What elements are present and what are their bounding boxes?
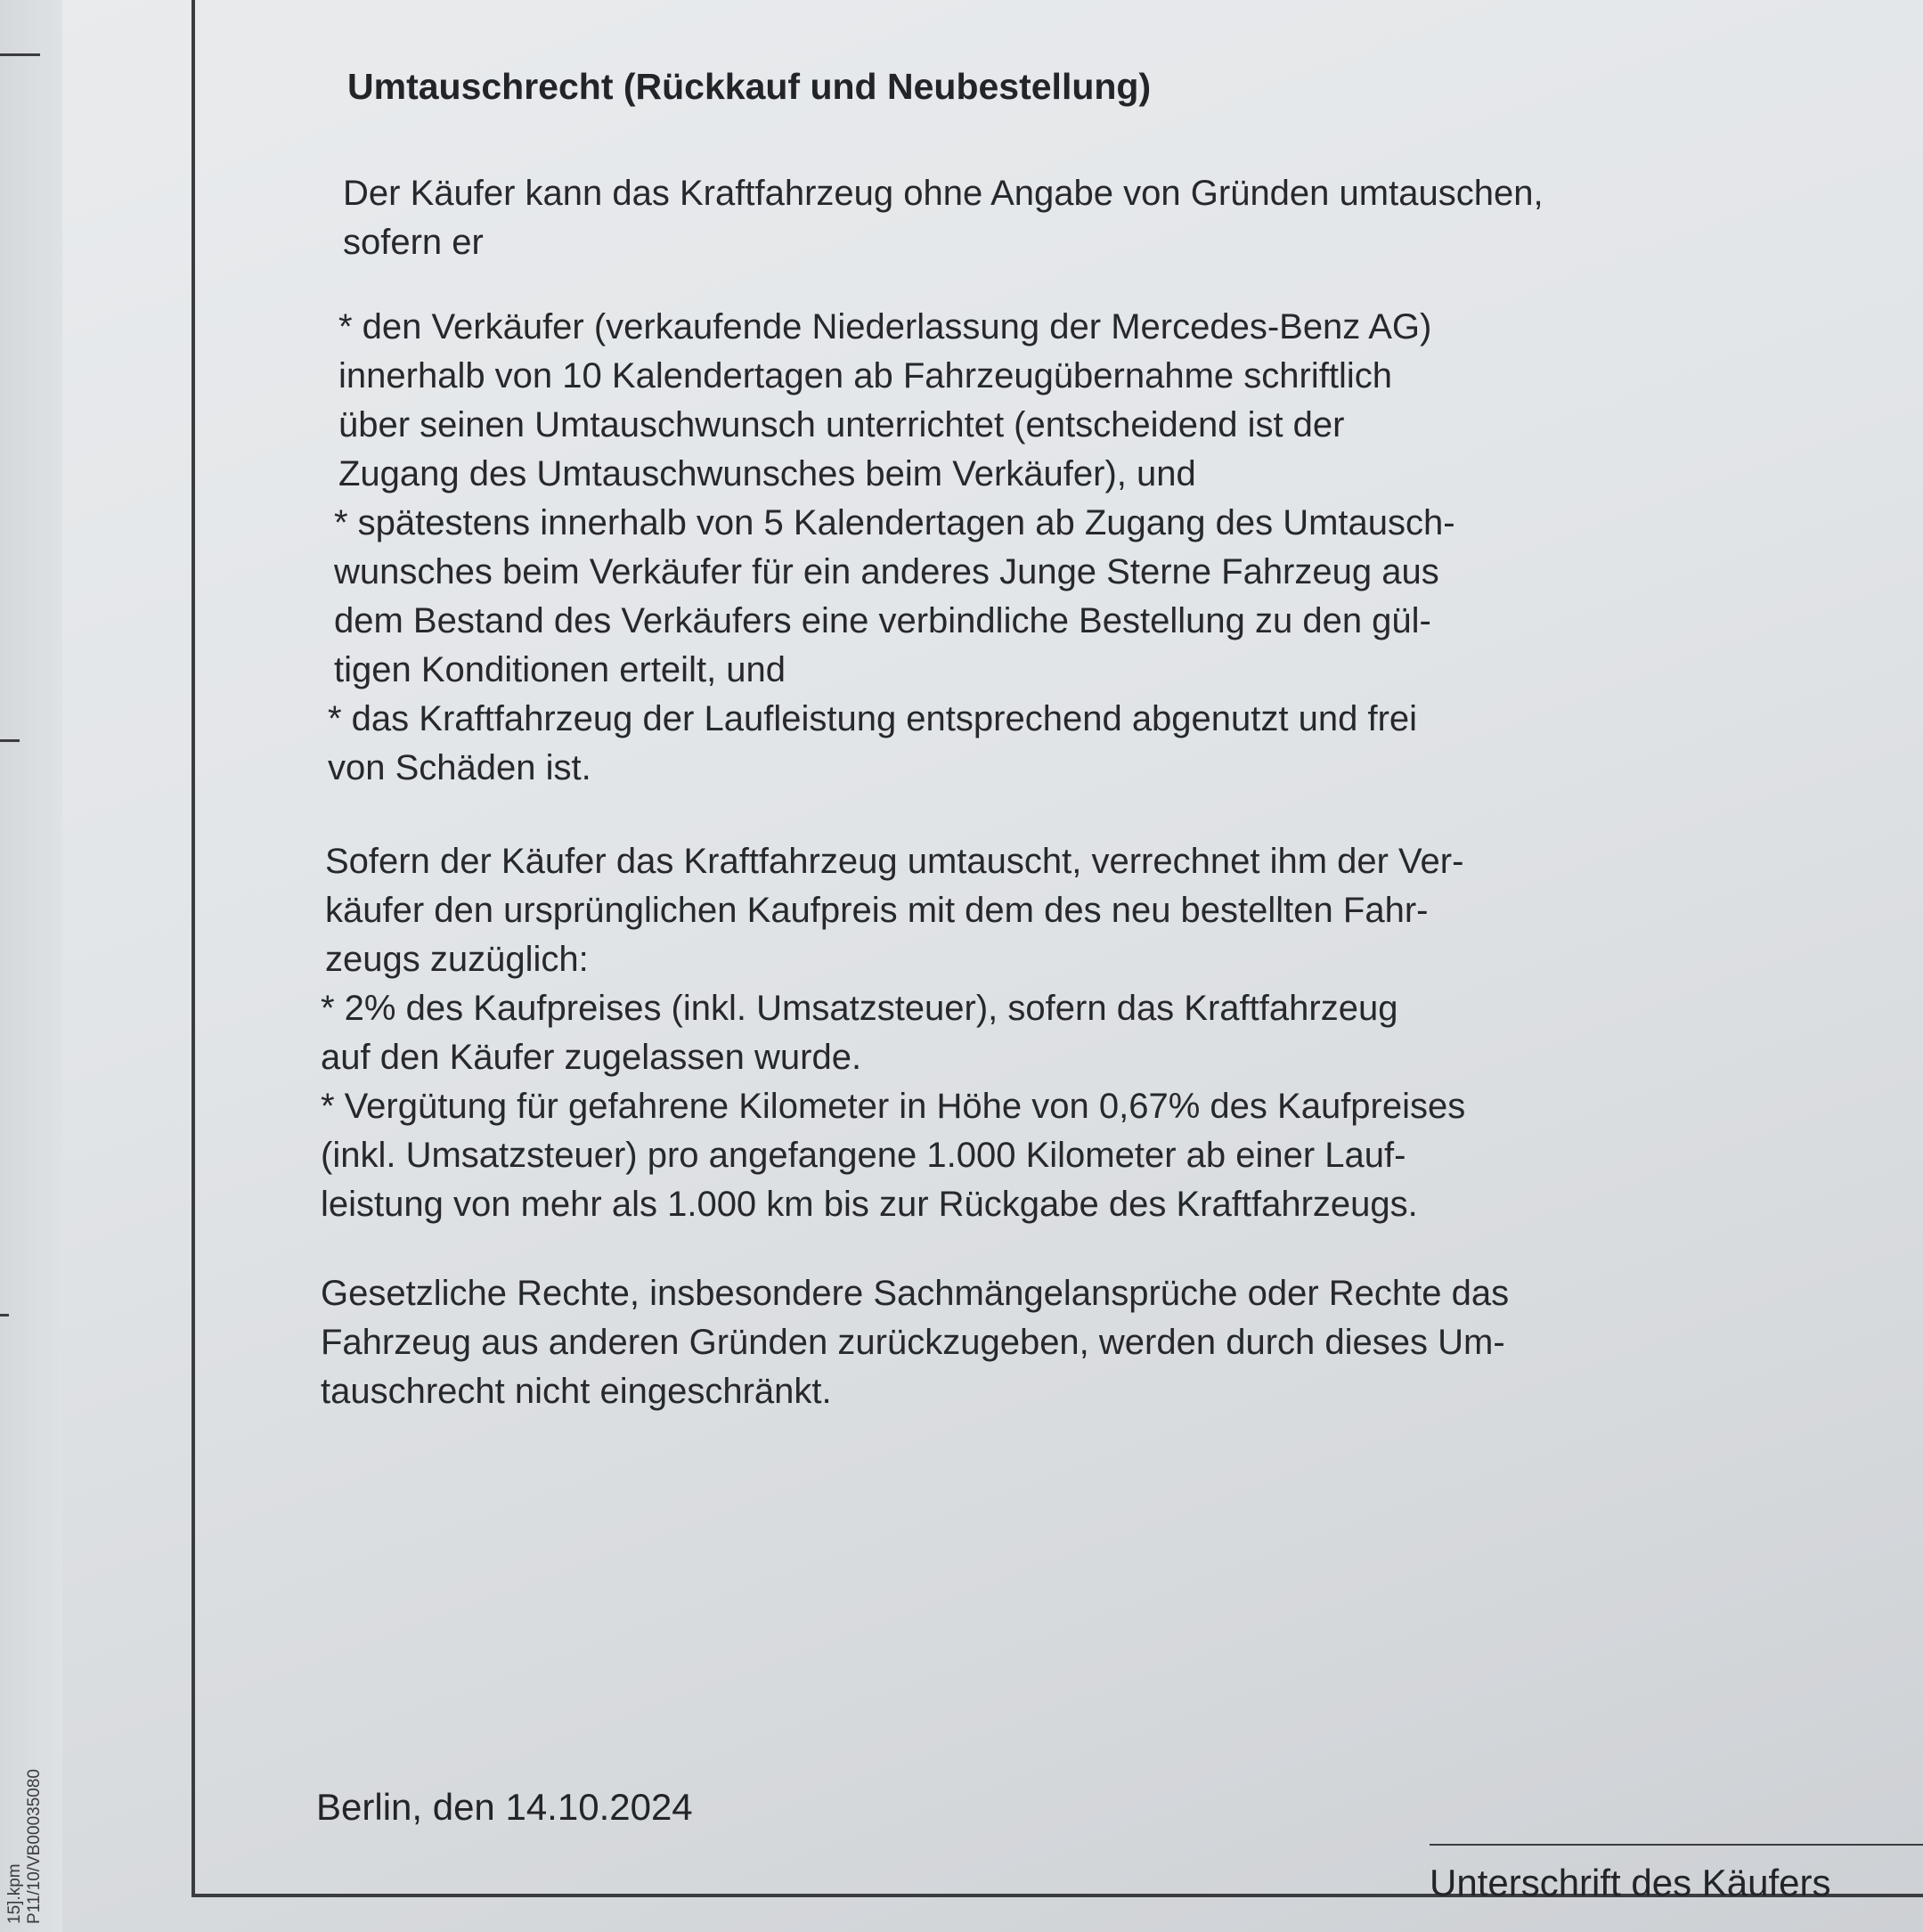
fold-mark <box>0 1314 9 1317</box>
document-body <box>321 62 1612 1416</box>
condition-item <box>321 695 1612 793</box>
text-line: zeugs zuzüglich: <box>325 940 589 979</box>
text-line: wunsches beim Verkäufer für ein anderes Junge Sterne Fahrzeug aus <box>334 552 1439 591</box>
fold-mark <box>0 739 20 742</box>
legal-paragraph <box>321 1269 1612 1416</box>
text-line: tigen Konditionen erteilt, und <box>334 650 786 689</box>
text-line: über seinen Umtauschwunsch unterrichtet (entscheidend ist der <box>338 405 1345 444</box>
condition-item <box>321 303 1612 499</box>
settlement-paragraph <box>321 837 1612 984</box>
text-line: Gesetzliche Rechte, insbesondere Sachmängelansprüche oder Rechte das <box>321 1274 1510 1313</box>
text-line: * den Verkäufer (verkaufende Niederlassung der Mercedes-Benz AG) <box>338 307 1432 346</box>
form-code <box>5 1769 45 1924</box>
text-line: * Vergütung für gefahrene Kilometer in Höhe von 0,67% des Kaufpreises <box>321 1087 1466 1126</box>
intro-paragraph <box>321 169 1612 267</box>
condition-item <box>321 499 1612 695</box>
place-and-date: Berlin, den 14.10.2024 <box>316 1786 693 1828</box>
text-line: * 2% des Kaufpreises (inkl. Umsatzsteuer), sofern das Kraftfahrzeug <box>321 989 1398 1028</box>
fold-mark <box>0 53 40 56</box>
text-line: (inkl. Umsatzsteuer) pro angefangene 1.000 Kilometer ab einer Lauf- <box>321 1136 1406 1175</box>
form-code-line: P11/10/VB00035080 <box>25 1769 44 1924</box>
text-line: Sofern der Käufer das Kraftfahrzeug umtauscht, verrechnet ihm der Ver- <box>325 842 1464 881</box>
left-margin-strip <box>0 0 62 1932</box>
text-line: Zugang des Umtauschwunsches beim Verkäufer), und <box>338 454 1196 493</box>
text-line: dem Bestand des Verkäufers eine verbindliche Bestellung zu den gül- <box>334 601 1431 640</box>
text-line: * spätestens innerhalb von 5 Kalendertagen ab Zugang des Umtausch- <box>334 503 1455 542</box>
text-line: sofern er <box>343 223 484 262</box>
signature-label: Unterschrift des Käufers <box>1430 1862 1831 1903</box>
charge-item <box>321 1082 1612 1229</box>
text-line: * das Kraftfahrzeug der Laufleistung entsprechend abgenutzt und frei <box>328 699 1418 738</box>
text-line: von Schäden ist. <box>328 748 591 787</box>
text-line: Der Käufer kann das Kraftfahrzeug ohne Angabe von Gründen umtauschen, <box>343 174 1544 213</box>
text-line: auf den Käufer zugelassen wurde. <box>321 1038 862 1077</box>
signature-line <box>1430 1844 1923 1846</box>
charge-item <box>321 984 1612 1082</box>
text-line: innerhalb von 10 Kalendertagen ab Fahrzeugübernahme schriftlich <box>338 356 1392 395</box>
text-line: käufer den ursprünglichen Kaufpreis mit dem des neu bestellten Fahr- <box>325 891 1429 930</box>
page-title: Umtauschrecht (Rückkauf und Neubestellung) <box>347 66 1152 107</box>
text-line: leistung von mehr als 1.000 km bis zur Rückgabe des Kraftfahrzeugs. <box>321 1185 1418 1224</box>
text-line: tauschrecht nicht eingeschränkt. <box>321 1372 832 1411</box>
text-line: Fahrzeug aus anderen Gründen zurückzugeben, werden durch dieses Um- <box>321 1323 1505 1362</box>
form-code-line: 15].kpm <box>5 1863 24 1924</box>
